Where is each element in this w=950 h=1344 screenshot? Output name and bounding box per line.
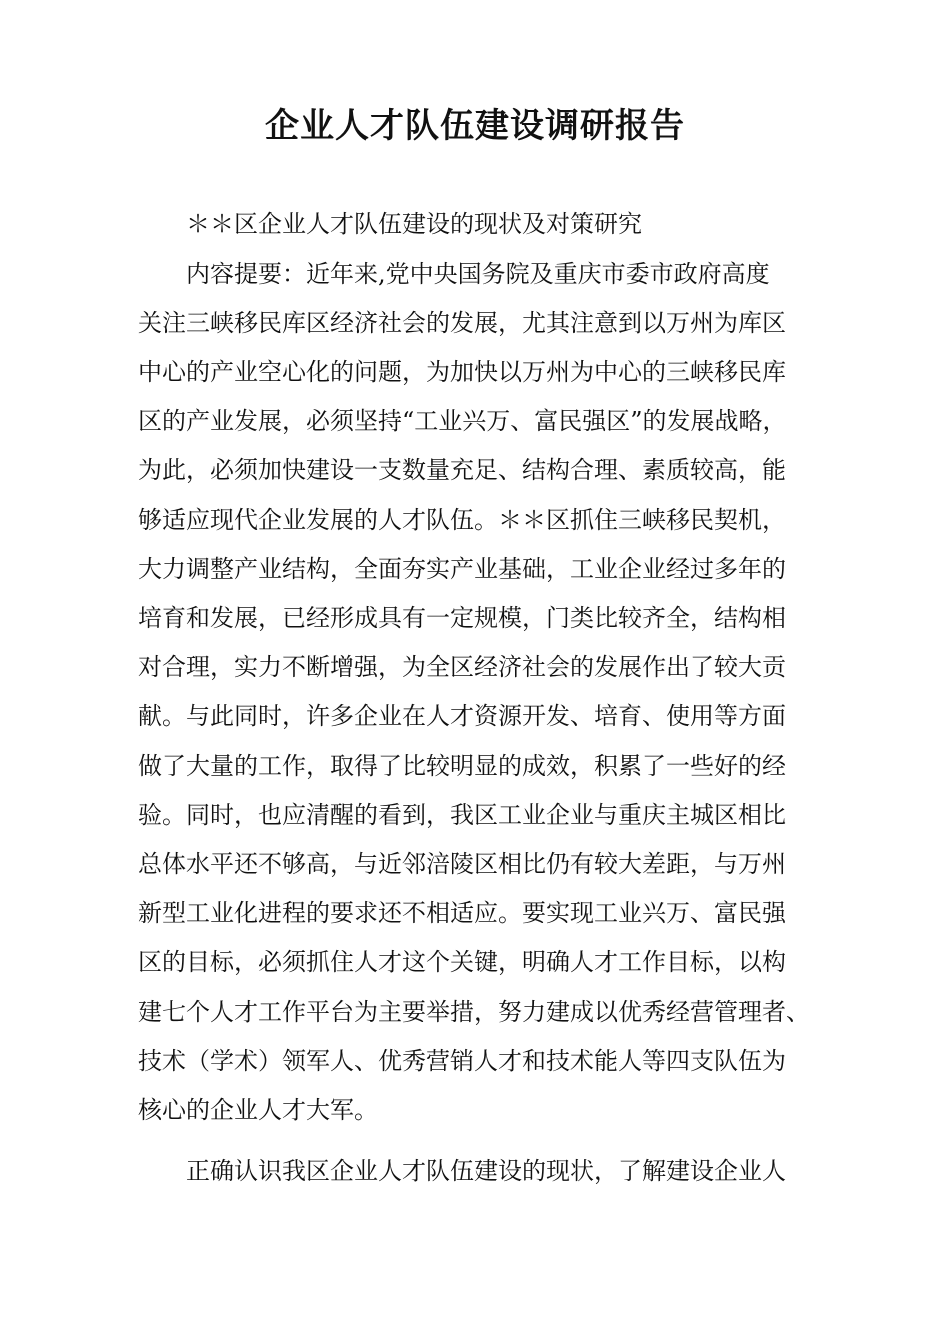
document-subtitle: ＊＊区企业人才队伍建设的现状及对策研究 (186, 210, 642, 238)
document-title: 企业人才队伍建设调研报告 (265, 106, 685, 146)
paragraph-line: 总体水平还不够高，与近邻涪陵区相比仍有较大差距，与万州 (138, 850, 786, 878)
paragraph-line: 对合理，实力不断增强，为全区经济社会的发展作出了较大贡 (138, 653, 786, 681)
paragraph-line: 新型工业化进程的要求还不相适应。要实现工业兴万、富民强 (138, 899, 786, 927)
paragraph-line: 大力调整产业结构，全面夯实产业基础，工业企业经过多年的 (138, 555, 786, 583)
paragraph-line: 区的产业发展，必须坚持“工业兴万、富民强区”的发展战略， (138, 407, 787, 435)
paragraph-line: 建七个人才工作平台为主要举措，努力建成以优秀经营管理者、 (138, 998, 810, 1026)
paragraph-line: 培育和发展，已经形成具有一定规模，门类比较齐全，结构相 (138, 604, 786, 632)
paragraph-line: 做了大量的工作，取得了比较明显的成效，积累了一些好的经 (138, 752, 786, 780)
paragraph-line: 够适应现代企业发展的人才队伍。＊＊区抓住三峡移民契机， (138, 506, 786, 534)
paragraph-line: 内容提要：近年来,党中央国务院及重庆市委市政府高度 (186, 260, 770, 288)
paragraph-line: 关注三峡移民库区经济社会的发展，尤其注意到以万州为库区 (138, 309, 786, 337)
paragraph-line: 验。同时，也应清醒的看到，我区工业企业与重庆主城区相比 (138, 801, 786, 829)
paragraph-line: 为此，必须加快建设一支数量充足、结构合理、素质较高，能 (138, 456, 786, 484)
paragraph-line: 区的目标，必须抓住人才这个关键，明确人才工作目标，以构 (138, 948, 786, 976)
paragraph-line: 献。与此同时，许多企业在人才资源开发、培育、使用等方面 (138, 702, 786, 730)
paragraph-line: 核心的企业人才大军。 (138, 1096, 378, 1124)
paragraph-line: 中心的产业空心化的问题，为加快以万州为中心的三峡移民库 (138, 358, 786, 386)
paragraph-line: 技术（学术）领军人、优秀营销人才和技术能人等四支队伍为 (138, 1047, 786, 1075)
paragraph-line: 正确认识我区企业人才队伍建设的现状，了解建设企业人 (186, 1157, 786, 1185)
